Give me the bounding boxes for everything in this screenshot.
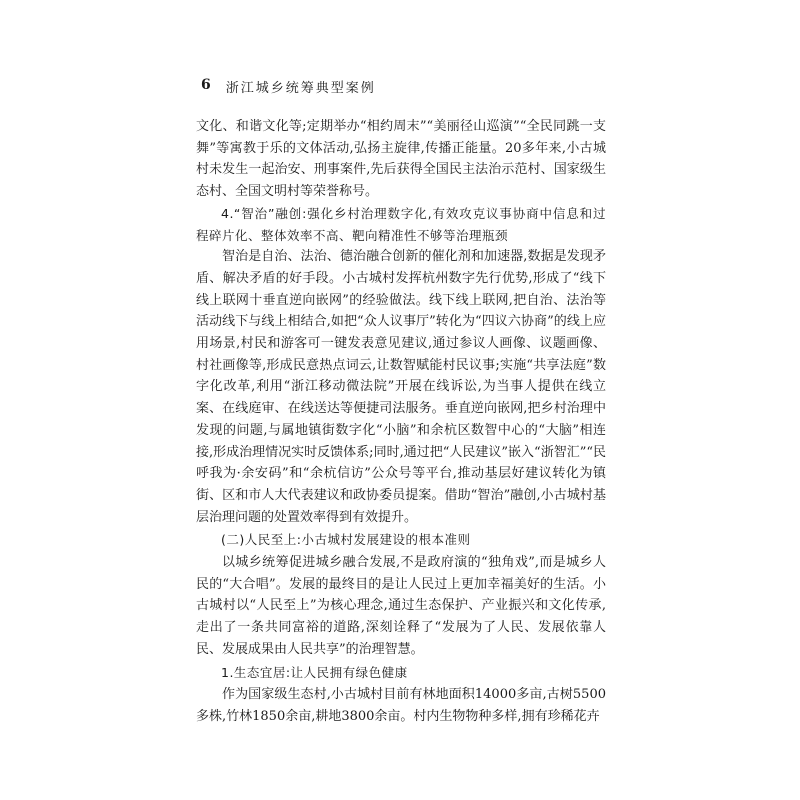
paragraph-4: 作为国家级生态村,小古城村目前有林地面积14000多亩,古树5500多株,竹林1850余亩,耕地3800余亩。村内生物物种多样,拥有珍稀花卉 — [196, 687, 606, 724]
paragraph-2: 智治是自治、法治、德治融合创新的催化剂和加速器,数据是发现矛盾、解决矛盾的好手段。小古城村发挥杭州数字先行优势,形成了“线下线上联网十垂直逆向嵌网”的经验做法。线下线上联网,把自治、法治等活动线下与线上相结合,如把“众人议事厅”转化为“四议六协商”的线上应用场景,村民和游客可一键发表意见建议,通过参议人画像、议题画像、村社画像等,形成民意热点词云,让数智赋能村民议事;实施“共享法庭”数字化改革,利用“浙江移动微法院”开展在线诉讼,为当事人提供在线立案、在线庭审、在线送达等便捷司法服务。垂直逆向嵌网,把乡村治理中发现的问题,与属地镇街数字化“小脑”和余杭区数智中心的“大脑”相连接,形成治理情况实时反馈体系;同时,通过把“人民建议”嵌入“浙智汇”“民呼我为·余安码”和“余杭信访”公众号等平台,推动基层好建议转化为镇街、区和市人大代表建议和政协委员提案。借助“智治”融创,小古城村基层治理问题的处置效率得到有效提升。 — [196, 249, 606, 525]
book-title: 浙江城乡统筹典型案例 — [225, 81, 376, 96]
subheading-zhizhi: 4.“智治”融创:强化乡村治理数字化,有效攻克议事协商中信息和过程碎片化、整体效率不高、靶向精准性不够等治理瓶颈 — [196, 205, 606, 243]
running-header — [201, 77, 376, 96]
paragraph-1: 文化、和谐文化等;定期举办“相约周末”“美丽径山巡演”“全民同跳一支舞”等寓教于乐的文体活动,弘扬主旋律,传播正能量。20多年来,小古城村未发生一起治安、刑事案件,先后获得全国民主法治示范村、国家级生态村、全国文明村等荣誉称号。 — [196, 119, 606, 200]
subheading-shengtai: 1.生态宜居:让人民拥有绿色健康 — [221, 664, 408, 680]
body-text — [196, 116, 606, 728]
section-heading-renmin: (二)人民至上:小古城村发展建设的根本准则 — [221, 532, 471, 548]
page-number: 6 — [201, 77, 212, 93]
paragraph-3: 以城乡统筹促进城乡融合发展,不是政府演的“独角戏”,而是城乡人民的“大合唱”。发展的最终目的是让人民过上更加幸福美好的生活。小古城村以“人民至上”为核心理念,通过生态保护、产业振兴和文化传承,走出了一条共同富裕的道路,深刻诠释了“发展为了人民、发展依靠人民、发展成果由人民共享”的治理智慧。 — [196, 555, 606, 657]
